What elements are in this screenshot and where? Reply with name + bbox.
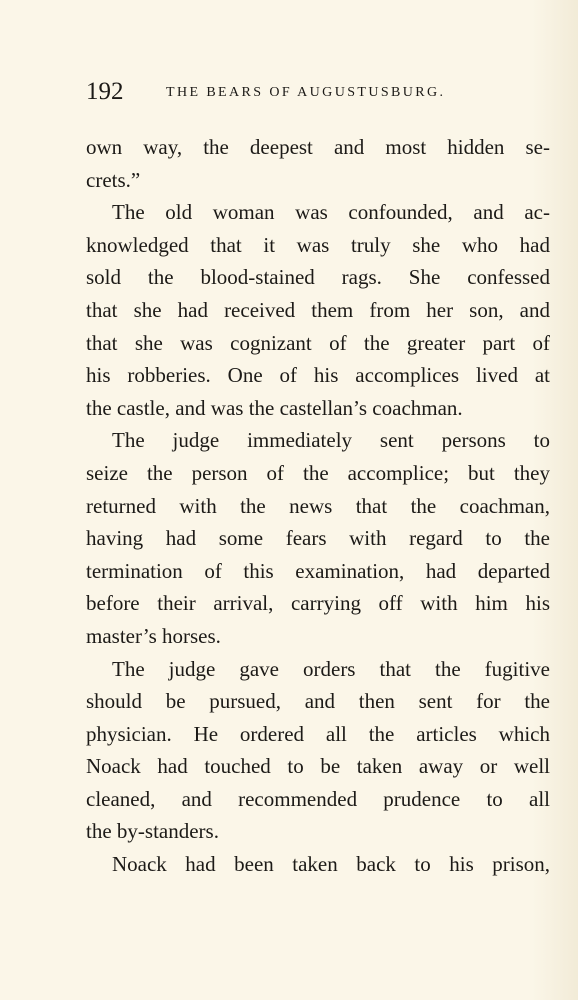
text-line: physician. He ordered all the articles which [86,721,550,746]
text-line: the castle, and was the castellan’s coachman. [86,395,463,420]
text-line: The old woman was confounded, and ac- [112,200,550,225]
body-text [86,131,550,881]
text-line: that she had received them from her son, and [86,297,550,322]
text-line: Noack had touched to be taken away or well [86,754,550,779]
page-header [86,78,546,108]
text-line: the by-standers. [86,819,219,844]
running-head: THE BEARS OF AUGUSTUSBURG. [166,85,446,100]
text-line: termination of this examination, had departed [86,558,550,583]
text-line: The judge immediately sent persons to [112,428,550,453]
text-line: having had some fears with regard to the [86,526,550,551]
text-line: master’s horses. [86,623,221,648]
text-line: returned with the news that the coachman, [86,493,550,518]
text-line: Noack had been taken back to his prison, [112,852,550,877]
text-line: that she was cognizant of the greater part of [86,330,550,355]
text-line: cleaned, and recommended prudence to all [86,786,550,811]
text-line: his robberies. One of his accomplices lived at [86,363,550,388]
text-line: seize the person of the accomplice; but they [86,460,550,485]
text-line: knowledged that it was truly she who had [86,232,550,257]
text-line: before their arrival, carrying off with him his [86,591,550,616]
page-number: 192 [86,78,124,105]
text-line: The judge gave orders that the fugitive [112,656,550,681]
text-line: should be pursued, and then sent for the [86,689,550,714]
text-line: crets.” [86,167,141,192]
text-line: own way, the deepest and most hidden se- [86,135,550,159]
text-line: sold the blood-stained rags. She confessed [86,265,550,290]
